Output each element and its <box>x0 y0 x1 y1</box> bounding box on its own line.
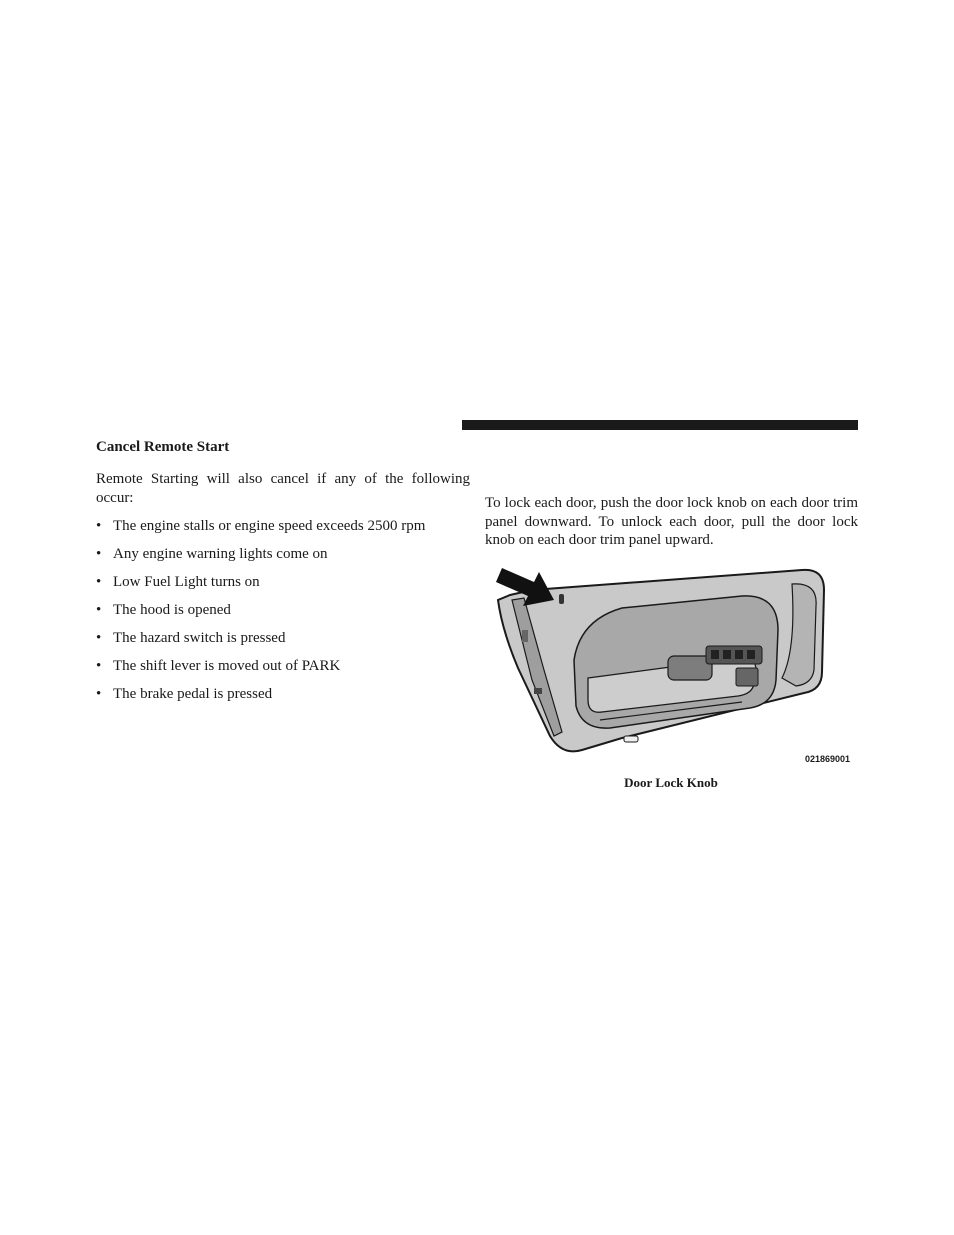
bullet-icon: • <box>96 602 102 618</box>
bullet-icon: • <box>96 574 102 590</box>
bullet-icon: • <box>96 658 102 674</box>
intro-paragraph: Remote Starting will also cancel if any of the following occur: <box>96 471 470 506</box>
list-item <box>96 629 470 648</box>
bullet-icon: • <box>96 546 102 562</box>
list-item-text: The engine stalls or engine speed exceeds 2500 rpm <box>113 518 426 534</box>
list-item-text: The brake pedal is pressed <box>113 686 273 702</box>
door-lock-paragraph: To lock each door, push the door lock knob on each door trim panel downward. To unlock each door, pull the door lock knob on each door trim panel upward. <box>485 495 858 548</box>
figure-code: 021869001 <box>805 754 851 764</box>
door-lock-illustration <box>492 560 858 770</box>
bullet-list <box>96 517 470 704</box>
section-heading: Cancel Remote Start <box>96 439 230 455</box>
left-column <box>96 436 470 713</box>
figure-caption: Door Lock Knob <box>624 775 718 790</box>
bullet-icon: • <box>96 630 102 646</box>
list-item-text: Low Fuel Light turns on <box>113 574 260 590</box>
list-item <box>96 545 470 564</box>
list-item-text: The hood is opened <box>113 602 231 618</box>
door-panel-drawing <box>492 560 858 770</box>
list-item-text: The shift lever is moved out of PARK <box>113 658 341 674</box>
list-item <box>96 573 470 592</box>
list-item-text: Any engine warning lights come on <box>113 546 328 562</box>
section-divider-bar <box>462 420 858 430</box>
list-item-text: The hazard switch is pressed <box>113 630 286 646</box>
bullet-icon: • <box>96 686 102 702</box>
bullet-icon: • <box>96 518 102 534</box>
list-item <box>96 685 470 704</box>
list-item <box>96 517 470 536</box>
list-item <box>96 601 470 620</box>
list-item <box>96 657 470 676</box>
